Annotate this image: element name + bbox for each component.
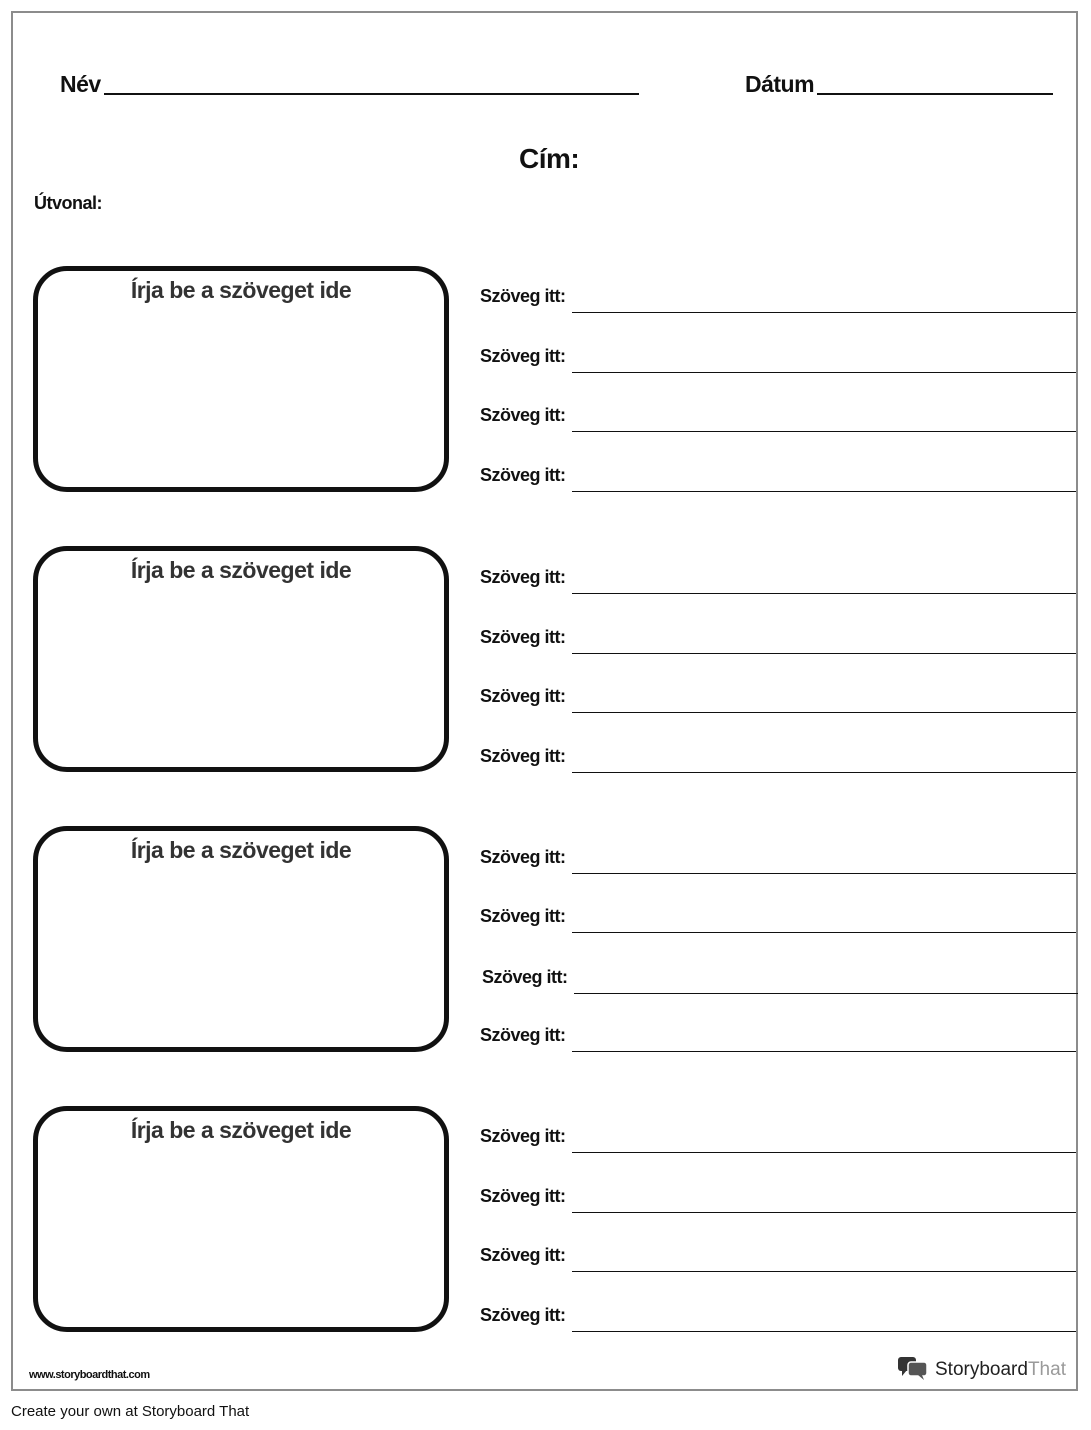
line-rule bbox=[572, 653, 1076, 654]
line-label: Szöveg itt: bbox=[480, 465, 566, 485]
date-label: Dátum bbox=[745, 71, 815, 97]
writing-line[interactable] bbox=[480, 1242, 1076, 1272]
writing-line[interactable] bbox=[480, 903, 1076, 933]
line-label: Szöveg itt: bbox=[480, 847, 566, 867]
line-rule bbox=[572, 1152, 1076, 1153]
date-field-line[interactable] bbox=[817, 93, 1053, 95]
cell-placeholder-text: Írja be a szöveget ide bbox=[130, 837, 352, 863]
line-label: Szöveg itt: bbox=[480, 1126, 566, 1146]
line-rule bbox=[572, 491, 1076, 492]
line-rule bbox=[572, 312, 1076, 313]
writing-line[interactable] bbox=[480, 683, 1076, 713]
storyboard-cell-1[interactable] bbox=[33, 266, 449, 492]
line-label: Szöveg itt: bbox=[480, 1245, 566, 1265]
writing-line[interactable] bbox=[480, 402, 1076, 432]
writing-line[interactable] bbox=[480, 564, 1076, 594]
name-label: Név bbox=[60, 71, 101, 97]
writing-line[interactable] bbox=[480, 1123, 1076, 1153]
writing-line[interactable] bbox=[480, 1183, 1076, 1213]
title-label: Cím: bbox=[519, 143, 580, 174]
route-label: Útvonal: bbox=[34, 193, 102, 213]
line-label: Szöveg itt: bbox=[480, 906, 566, 926]
writing-line[interactable] bbox=[480, 743, 1076, 773]
writing-line[interactable] bbox=[480, 624, 1076, 654]
line-label: Szöveg itt: bbox=[482, 967, 568, 987]
line-rule bbox=[572, 712, 1076, 713]
storyboard-cell-2[interactable] bbox=[33, 546, 449, 772]
line-label: Szöveg itt: bbox=[480, 346, 566, 366]
line-label: Szöveg itt: bbox=[480, 1186, 566, 1206]
create-your-own-link[interactable]: Create your own at Storyboard That bbox=[11, 1403, 250, 1420]
line-rule bbox=[572, 593, 1076, 594]
line-label: Szöveg itt: bbox=[480, 627, 566, 647]
brand-accent-text: That bbox=[1027, 1359, 1066, 1380]
writing-line[interactable] bbox=[480, 462, 1076, 492]
site-url[interactable]: www.storyboardthat.com bbox=[29, 1369, 150, 1381]
line-label: Szöveg itt: bbox=[480, 686, 566, 706]
writing-line[interactable] bbox=[480, 1302, 1076, 1332]
line-rule bbox=[572, 932, 1076, 933]
line-rule bbox=[572, 1331, 1076, 1332]
line-label: Szöveg itt: bbox=[480, 746, 566, 766]
writing-line[interactable] bbox=[480, 283, 1076, 313]
line-label: Szöveg itt: bbox=[480, 286, 566, 306]
writing-line[interactable] bbox=[480, 343, 1076, 373]
line-rule bbox=[572, 431, 1076, 432]
line-label: Szöveg itt: bbox=[480, 567, 566, 587]
line-rule bbox=[574, 993, 1078, 994]
line-rule bbox=[572, 873, 1076, 874]
brand-main-text: Storyboard bbox=[935, 1359, 1028, 1380]
line-rule bbox=[572, 372, 1076, 373]
line-rule bbox=[572, 1212, 1076, 1213]
writing-line[interactable] bbox=[482, 964, 1078, 994]
writing-line[interactable] bbox=[480, 844, 1076, 874]
cell-placeholder-text: Írja be a szöveget ide bbox=[130, 1117, 352, 1143]
line-rule bbox=[572, 772, 1076, 773]
cell-placeholder-text: Írja be a szöveget ide bbox=[130, 557, 352, 583]
cell-placeholder-text: Írja be a szöveget ide bbox=[130, 277, 352, 303]
brand-name bbox=[935, 1359, 1066, 1381]
line-label: Szöveg itt: bbox=[480, 1305, 566, 1325]
line-rule bbox=[572, 1271, 1076, 1272]
speech-bubbles-icon bbox=[897, 1355, 929, 1386]
line-label: Szöveg itt: bbox=[480, 405, 566, 425]
worksheet-page bbox=[11, 11, 1078, 1391]
line-label: Szöveg itt: bbox=[480, 1025, 566, 1045]
storyboard-cell-4[interactable] bbox=[33, 1106, 449, 1332]
storyboardthat-logo[interactable] bbox=[897, 1355, 1066, 1385]
name-field-line[interactable] bbox=[104, 93, 639, 95]
storyboard-cell-3[interactable] bbox=[33, 826, 449, 1052]
writing-line[interactable] bbox=[480, 1022, 1076, 1052]
line-rule bbox=[572, 1051, 1076, 1052]
